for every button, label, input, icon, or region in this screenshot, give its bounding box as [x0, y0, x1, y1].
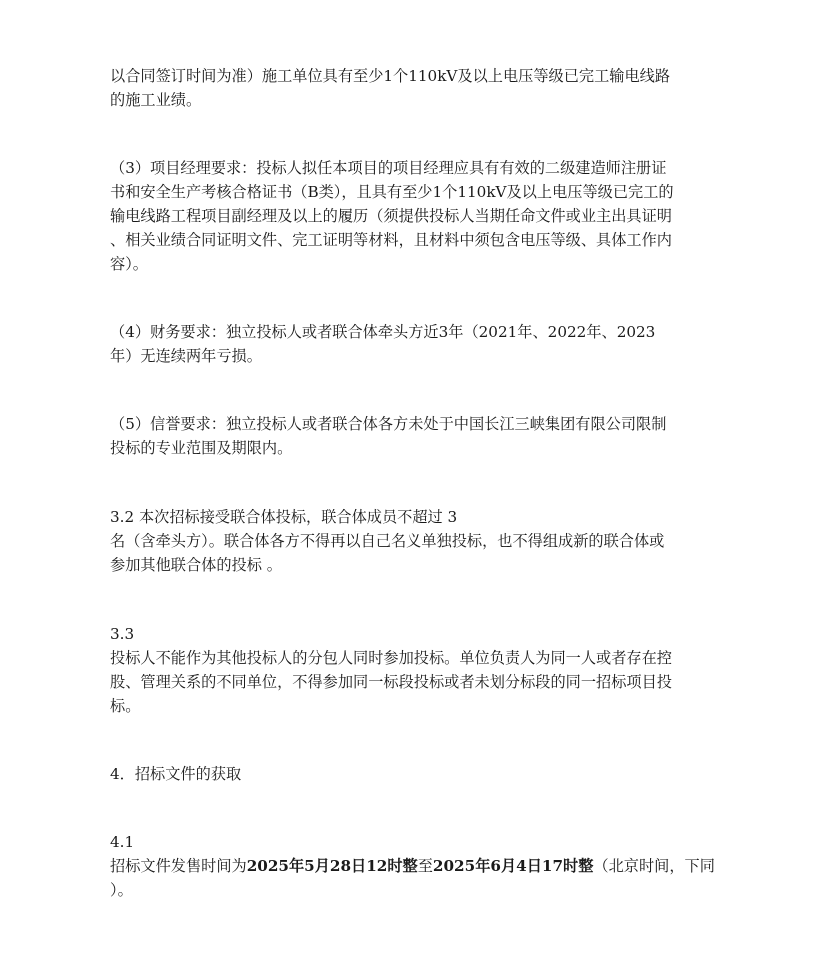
sale-end-time: 2025年6月4日17时整	[432, 857, 594, 875]
text-line: （4）财务要求：独立投标人或者联合体牵头方近3年（2021年、2022年、2023	[110, 323, 656, 341]
text-line: 的施工业绩。	[110, 91, 202, 109]
sale-time-line	[110, 854, 715, 878]
text-line: 股、管理关系的不同单位，不得参加同一标段投标或者未划分标段的同一招标项目投	[110, 673, 672, 691]
text-line: 投标的专业范围及期限内。	[110, 439, 293, 457]
text-line: 4.1	[110, 833, 135, 851]
text-line: 容）。	[110, 255, 148, 273]
text-line: 输电线路工程项目副经理及以上的履历（须提供投标人当期任命文件或业主出具证明	[110, 207, 672, 225]
text-line: 投标人不能作为其他投标人的分包人同时参加投标。单位负责人为同一人或者存在控	[110, 649, 672, 667]
text-line: ）。	[110, 881, 133, 899]
text-line: （3）项目经理要求：投标人拟任本项目的项目经理应具有有效的二级建造师注册证	[110, 159, 667, 177]
sale-time-to: 至	[417, 857, 433, 875]
text-line: 3.3	[110, 625, 135, 643]
text-line: 年）无连续两年亏损。	[110, 347, 262, 365]
section-heading: 4．招标文件的获取	[110, 765, 242, 783]
sale-time-suffix: （北京时间，下同	[593, 857, 715, 875]
text-line: 3.2 本次招标接受联合体投标，联合体成员不超过 3	[110, 508, 458, 526]
text-line: 、相关业绩合同证明文件、完工证明等材料，且材料中须包含电压等级、具体工作内	[110, 231, 672, 249]
text-line: 标。	[110, 697, 141, 715]
text-line: （5）信誉要求：独立投标人或者联合体各方未处于中国长江三峡集团有限公司限制	[110, 415, 667, 433]
sale-time-prefix: 招标文件发售时间为	[110, 857, 247, 875]
text-line: 以合同签订时间为准）施工单位具有至少1个110kV及以上电压等级已完工输电线路	[110, 67, 671, 85]
text-line: 书和安全生产考核合格证书（B类），且具有至少1个110kV及以上电压等级已完工的	[110, 183, 674, 201]
text-line: 参加其他联合体的投标 。	[110, 556, 282, 574]
text-line: 名（含牵头方）。联合体各方不得再以自己名义单独投标，也不得组成新的联合体或	[110, 532, 665, 550]
sale-start-time: 2025年5月28日12时整	[246, 857, 418, 875]
